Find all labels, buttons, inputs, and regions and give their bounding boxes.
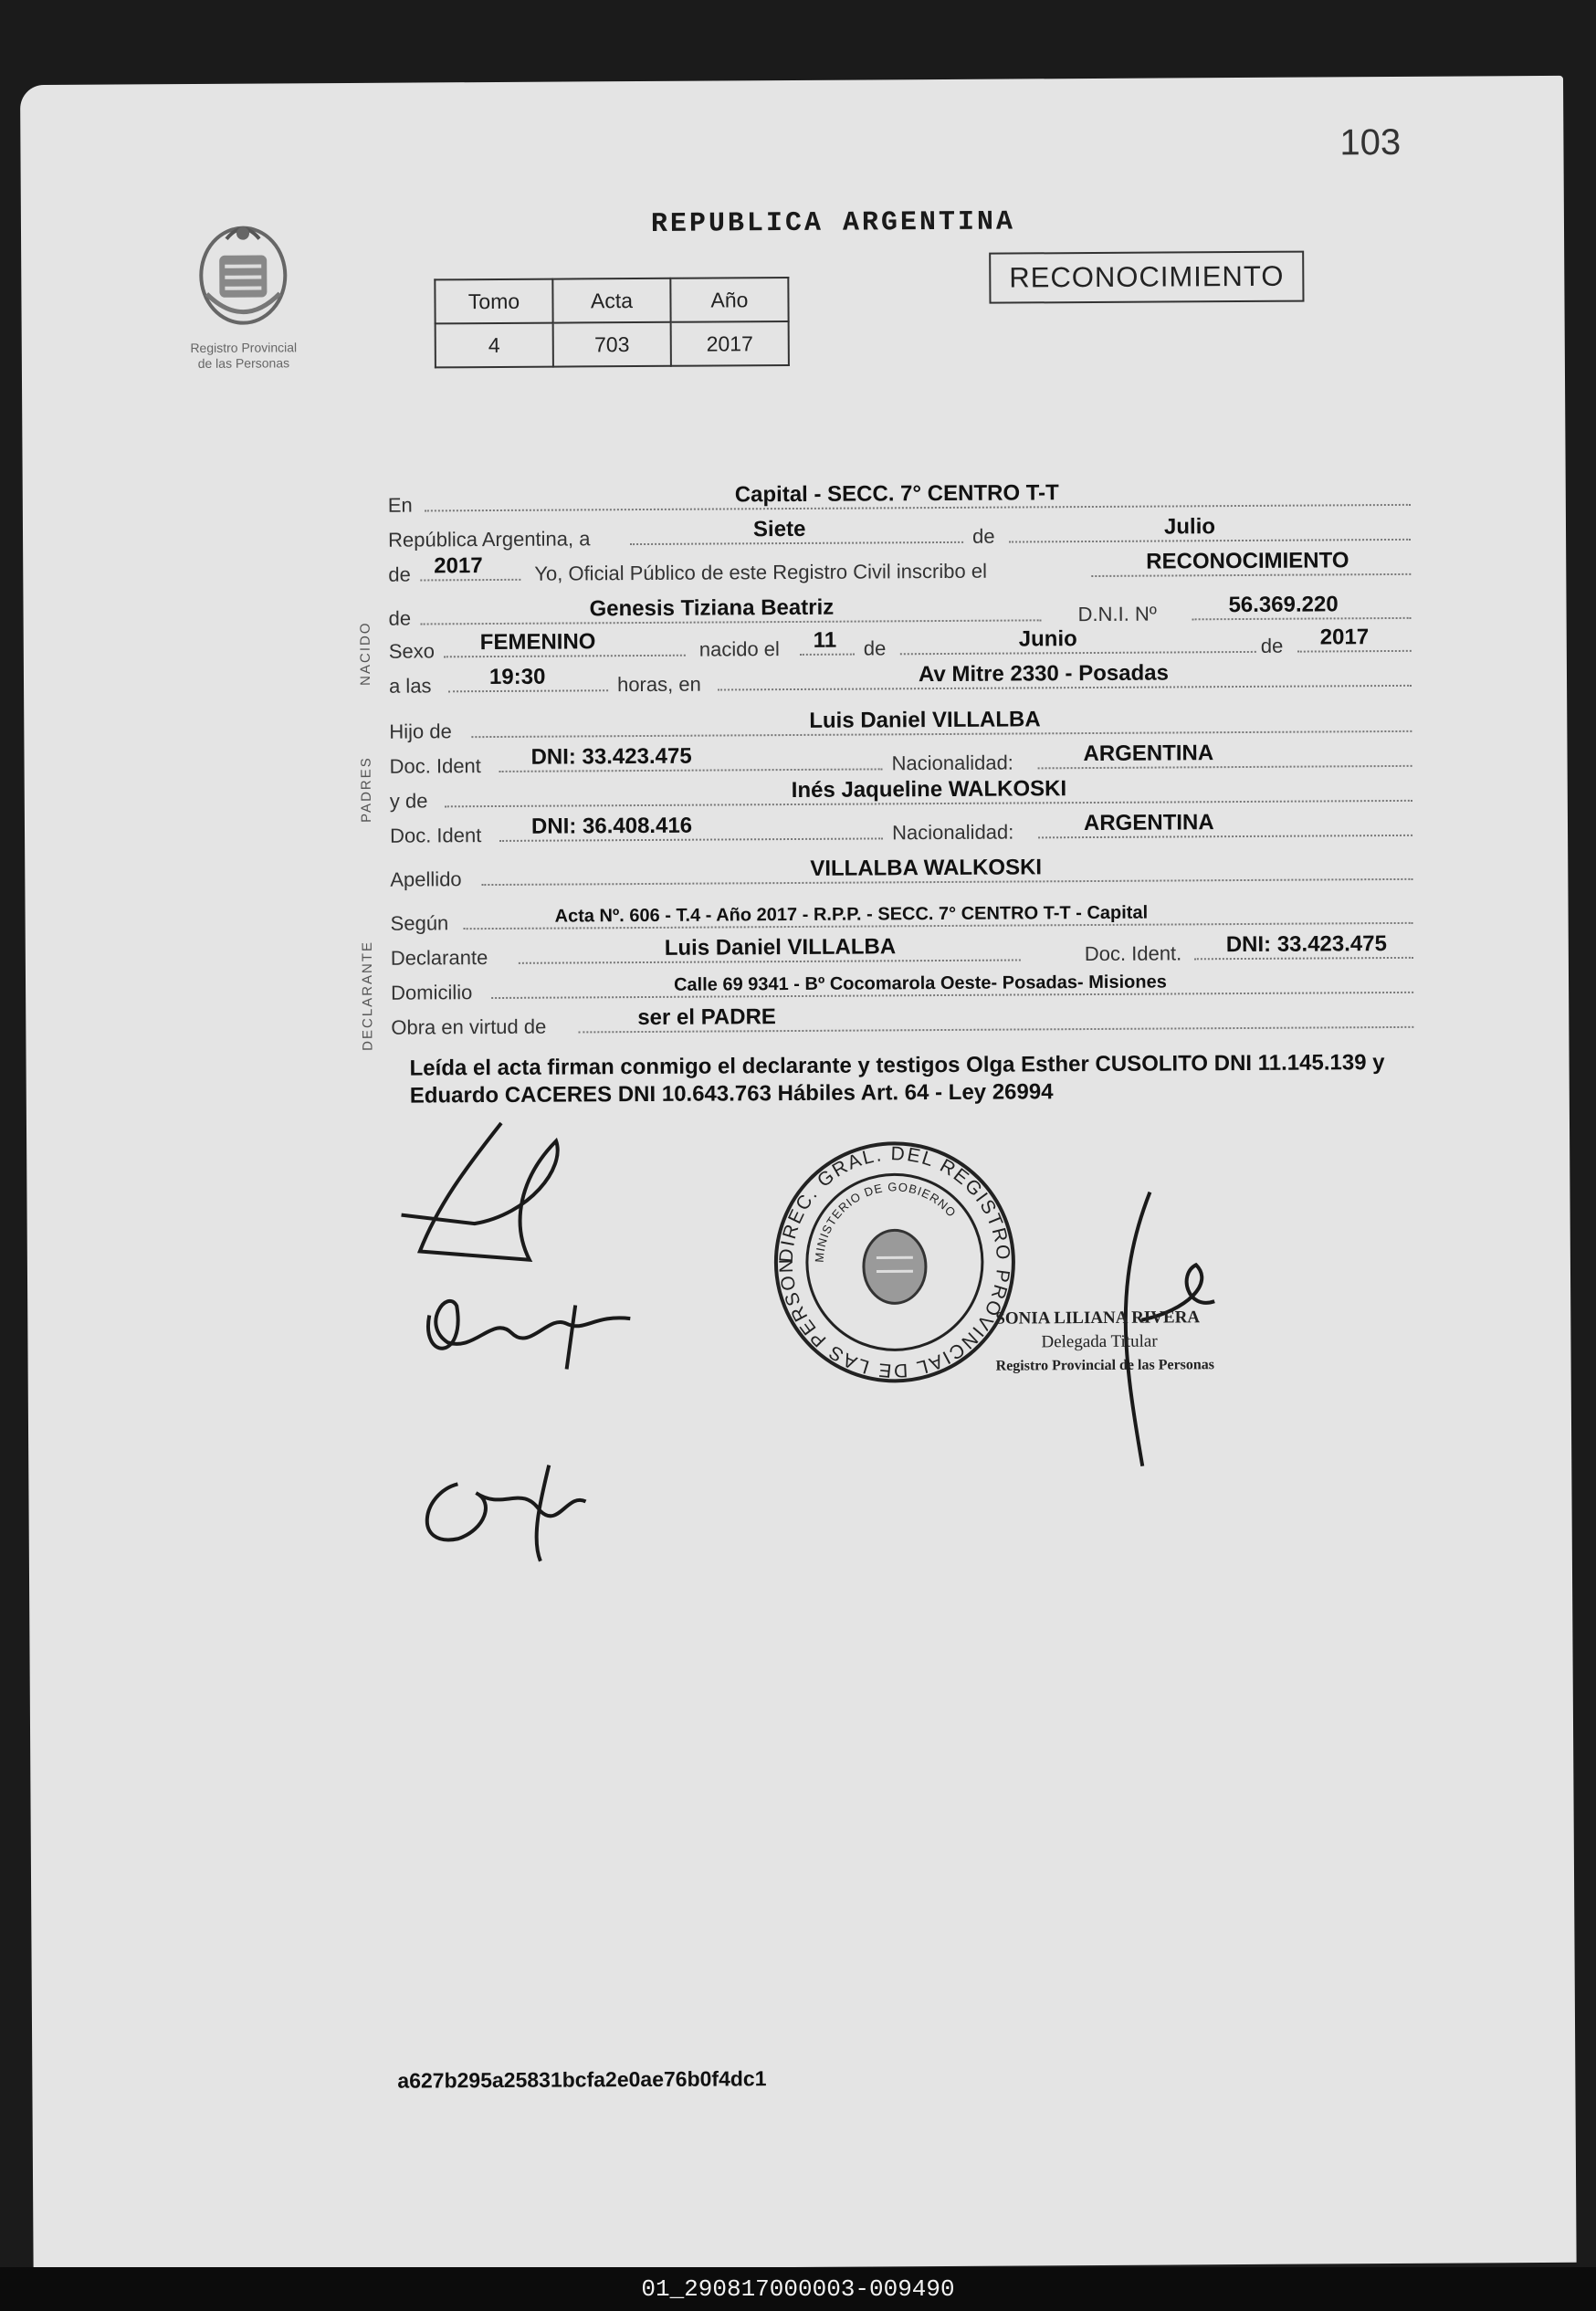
document-title: REPUBLICA ARGENTINA — [650, 206, 1016, 240]
label-hijo-de: Hijo de — [389, 720, 452, 743]
seal-caption-line2: de las Personas — [197, 355, 290, 371]
row-padre — [389, 707, 1421, 746]
label-horas-en: horas, en — [616, 672, 701, 697]
closing-statement: Leída el acta firman conmigo el declarante y testigos Olga Esther CUSOLITO DNI 11.145.139 y Eduardo CACERES DNI 10.643.763 Hábiles Art. 64 - Ley 26994 — [409, 1050, 1385, 1108]
row-obra — [391, 1003, 1423, 1042]
row-madre-doc — [390, 811, 1422, 850]
declarante-signature — [383, 1113, 657, 1279]
label-dni: D.N.I. Nº — [1077, 602, 1157, 626]
field-segun: Acta Nº. 606 - T.4 - Año 2017 - R.P.P. - SECC. 7° CENTRO T-T - Capital — [554, 902, 1149, 927]
coat-of-arms-icon — [188, 211, 299, 331]
label-en: En — [387, 493, 413, 517]
stamp-inner-text: MINISTERIO DE GOBIERNO — [812, 1180, 960, 1264]
row-en — [388, 480, 1420, 520]
field-dia: Siete — [752, 516, 806, 542]
label-nacido-el: nacido el — [698, 637, 780, 661]
label-yo-oficial: Yo, Oficial Público de este Registro Civil inscribo el — [534, 559, 988, 585]
provincial-seal — [174, 211, 312, 372]
label-domicilio: Domicilio — [391, 981, 473, 1004]
label-doc-ident3: Doc. Ident. — [1084, 941, 1182, 966]
field-padre-nac: ARGENTINA — [1083, 741, 1214, 767]
label-nacionalidad: Nacionalidad: — [891, 751, 1013, 775]
acta-value: 703 — [553, 322, 671, 367]
label-republica: República Argentina, a — [387, 527, 591, 551]
label-a-las: a las — [388, 674, 432, 698]
field-padre-dni: DNI: 33.423.475 — [530, 743, 692, 770]
stamp-seal-icon — [771, 1139, 1019, 1387]
field-anio: 2017 — [434, 553, 483, 579]
label-de-day: de — [863, 636, 887, 660]
official-role: Delegada Titular — [1041, 1331, 1158, 1352]
field-nombre: Genesis Tiziana Beatriz — [589, 594, 835, 622]
row-declarante — [391, 933, 1423, 972]
page-number: 103 — [1339, 121, 1402, 163]
field-nac-mes: Junio — [1018, 626, 1077, 652]
label-declarante: Declarante — [390, 946, 488, 970]
anio-header: Año — [670, 278, 788, 322]
witness-signature-1 — [411, 1277, 649, 1380]
field-nac-anio: 2017 — [1319, 625, 1370, 650]
row-domicilio — [391, 968, 1423, 1007]
field-madre-nac: ARGENTINA — [1083, 810, 1214, 836]
official-block — [995, 1306, 1214, 1378]
field-domicilio: Calle 69 9341 - Bº Cocomarola Oeste- Posadas- Misiones — [673, 972, 1167, 995]
official-name: SONIA LILIANA RIVERA — [995, 1308, 1201, 1329]
field-sexo: FEMENINO — [479, 629, 596, 656]
field-acto: RECONOCIMIENTO — [1146, 548, 1349, 574]
label-sexo: Sexo — [388, 639, 436, 663]
field-obra: ser el PADRE — [637, 1004, 776, 1031]
official-stamp — [771, 1139, 1019, 1387]
field-lugar: Capital - SECC. 7° CENTRO T-T — [734, 480, 1059, 508]
label-doc-ident: Doc. Ident — [389, 754, 481, 778]
field-declarante: Luis Daniel VILLALBA — [664, 934, 897, 961]
stamp-ring-text: DIREC. GRAL. DEL REGISTRO PROVINCIAL DE LAS PERSONAS — [775, 1143, 1014, 1381]
label-y-de: y de — [389, 789, 428, 813]
section-label-nacido: NACIDO — [357, 621, 374, 686]
field-madre-dni: DNI: 36.408.416 — [530, 813, 693, 839]
field-declarante-dni: DNI: 33.423.475 — [1225, 931, 1387, 958]
anio-value: 2017 — [671, 321, 789, 366]
row-hora — [389, 661, 1421, 700]
act-type-box: RECONOCIMIENTO — [989, 251, 1304, 304]
label-segun: Según — [390, 911, 449, 935]
label-doc-ident2: Doc. Ident — [389, 824, 482, 847]
official-office: Registro Provincial de las Personas — [995, 1357, 1215, 1374]
field-nac-dia: 11 — [813, 627, 837, 653]
acta-header: Acta — [552, 278, 670, 323]
document-hash: a627b295a25831bcfa2e0ae76b0f4dc1 — [397, 2066, 767, 2093]
field-hora: 19:30 — [488, 664, 546, 690]
label-de-nombre: de — [388, 606, 412, 630]
label-de-month: de — [1260, 634, 1284, 657]
tomo-acta-anio-table — [434, 277, 790, 368]
field-dni: 56.369.220 — [1228, 592, 1339, 618]
seal-caption-line1: Registro Provincial — [190, 340, 298, 356]
section-label-declarante: DECLARANTE — [359, 940, 376, 1051]
row-sexo — [389, 626, 1421, 666]
row-apellido — [390, 855, 1422, 894]
field-lugar-nac: Av Mitre 2330 - Posadas — [918, 660, 1169, 688]
section-label-padres: PADRES — [358, 756, 374, 823]
certificate-page — [20, 76, 1577, 2272]
label-de-year: de — [388, 562, 411, 586]
field-apellido: VILLALBA WALKOSKI — [810, 855, 1043, 881]
label-de: de — [971, 524, 995, 548]
label-obra: Obra en virtud de — [391, 1014, 547, 1039]
field-madre: Inés Jaqueline WALKOSKI — [791, 776, 1067, 804]
label-nacionalidad2: Nacionalidad: — [891, 820, 1014, 845]
label-apellido: Apellido — [390, 867, 462, 891]
row-padre-doc — [389, 741, 1421, 781]
row-madre — [390, 776, 1422, 815]
row-acto — [388, 550, 1420, 589]
tomo-header: Tomo — [435, 279, 552, 324]
field-padre: Luis Daniel VILLALBA — [809, 707, 1041, 733]
scan-footer: 01_290817000003-009490 — [0, 2267, 1596, 2311]
field-mes: Julio — [1163, 514, 1216, 540]
witness-signature-2 — [403, 1446, 623, 1566]
tomo-value: 4 — [436, 323, 553, 368]
